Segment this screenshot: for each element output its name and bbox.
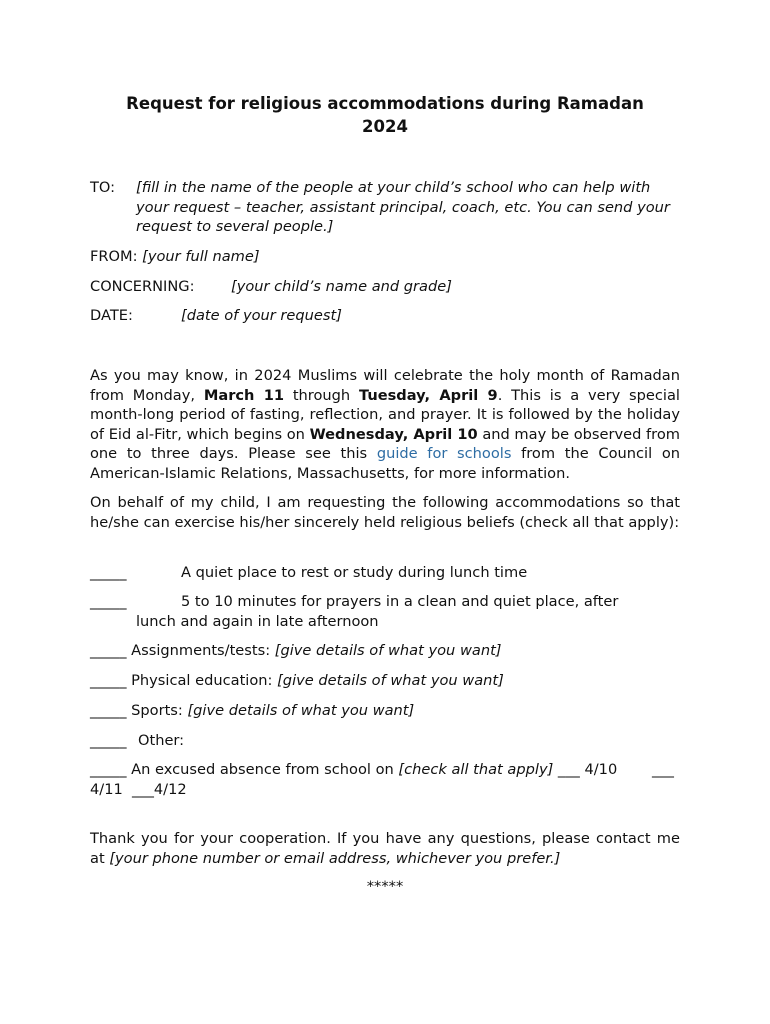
absence-option-4-12[interactable]: ___4/12 [132,781,187,798]
intro-paragraph [90,366,680,484]
absence-item [90,760,617,780]
para1-text-1: As you may know, in 2024 Muslims will celebrate the holy month of Ramadan from Monday, [90,367,680,404]
absence-detail: [check all that apply] [398,761,554,778]
date-value: [date of your request] [181,307,342,324]
assignments-blank[interactable]: _____ [90,642,127,659]
para1-text-2: through [284,386,359,404]
absence-option-4-10[interactable]: ___ 4/10 [557,761,618,778]
from-line [90,247,260,267]
date-label: DATE: [90,307,133,324]
sports-label: Sports: [131,702,183,719]
prayers-label-line-2: lunch and again in late afternoon [136,613,379,630]
concerning-value: [your child’s name and grade] [231,278,452,295]
quiet-place-label: A quiet place to rest or study during lunch time [181,564,528,581]
pe-blank[interactable]: _____ [90,672,127,689]
request-paragraph: On behalf of my child, I am requesting the following accommodations so that he/she can exercise his/her sincerely held religious beliefs (check all that apply): [90,494,680,531]
assignments-detail: [give details of what you want] [274,642,502,659]
pe-detail: [give details of what you want] [277,672,504,689]
to-label: TO: [90,179,116,196]
end-mark: ***** [366,878,404,895]
sports-blank[interactable]: _____ [90,702,127,719]
para1-text-3: . This is a very special month-long period of fasting, reflection, and prayer. It is followed by the holiday of Eid al-Fitr, which begins on [90,386,680,443]
quiet-place-blank[interactable]: _____ [90,564,127,581]
from-value: [your full name] [142,248,260,265]
pe-label: Physical education: [131,672,273,689]
absence-option-4-11-blank[interactable]: ___ [652,761,674,778]
guide-for-schools-link[interactable]: guide for schools [376,445,512,463]
sports-item [90,701,414,721]
assignments-item [90,641,501,661]
title-line-1: Request for religious accommodations during Ramadan [126,94,644,113]
concerning-label: CONCERNING: [90,278,195,295]
physical-education-item [90,671,504,691]
para1-text-5: from the Council on American-Islamic Relations, Massachusetts, for more information. [90,445,680,482]
prayers-blank[interactable]: _____ [90,593,127,610]
closing-paragraph [90,829,680,868]
to-text: [fill in the name of the people at your child’s school who can help with your request – teacher, assistant principal, coach, etc. You can send your request to several people.] [136,179,670,236]
ramadan-end-date: Tuesday, April 9 [358,386,498,404]
ramadan-start-date: March 11 [203,386,285,404]
from-label: FROM: [90,248,138,265]
prayers-label-line-1: 5 to 10 minutes for prayers in a clean and quiet place, after [181,593,619,610]
assignments-label: Assignments/tests: [131,642,271,659]
other-label: Other: [138,732,185,749]
closing-text: Thank you for your cooperation. If you have any questions, please contact me at [90,830,680,867]
para1-text-4: and may be observed from one to three days. Please see this [90,425,680,463]
title-line-2: 2024 [362,117,408,136]
document-title [90,92,680,138]
absence-blank[interactable]: _____ [90,761,127,778]
eid-date: Wednesday, April 10 [309,425,478,443]
sports-detail: [give details of what you want] [187,702,415,719]
absence-label: An excused absence from school on [131,761,394,778]
closing-contact-placeholder: [your phone number or email address, whichever you prefer.] [109,849,561,867]
other-blank[interactable]: _____ [90,732,127,749]
absence-option-4-11[interactable]: 4/11 [90,781,123,798]
